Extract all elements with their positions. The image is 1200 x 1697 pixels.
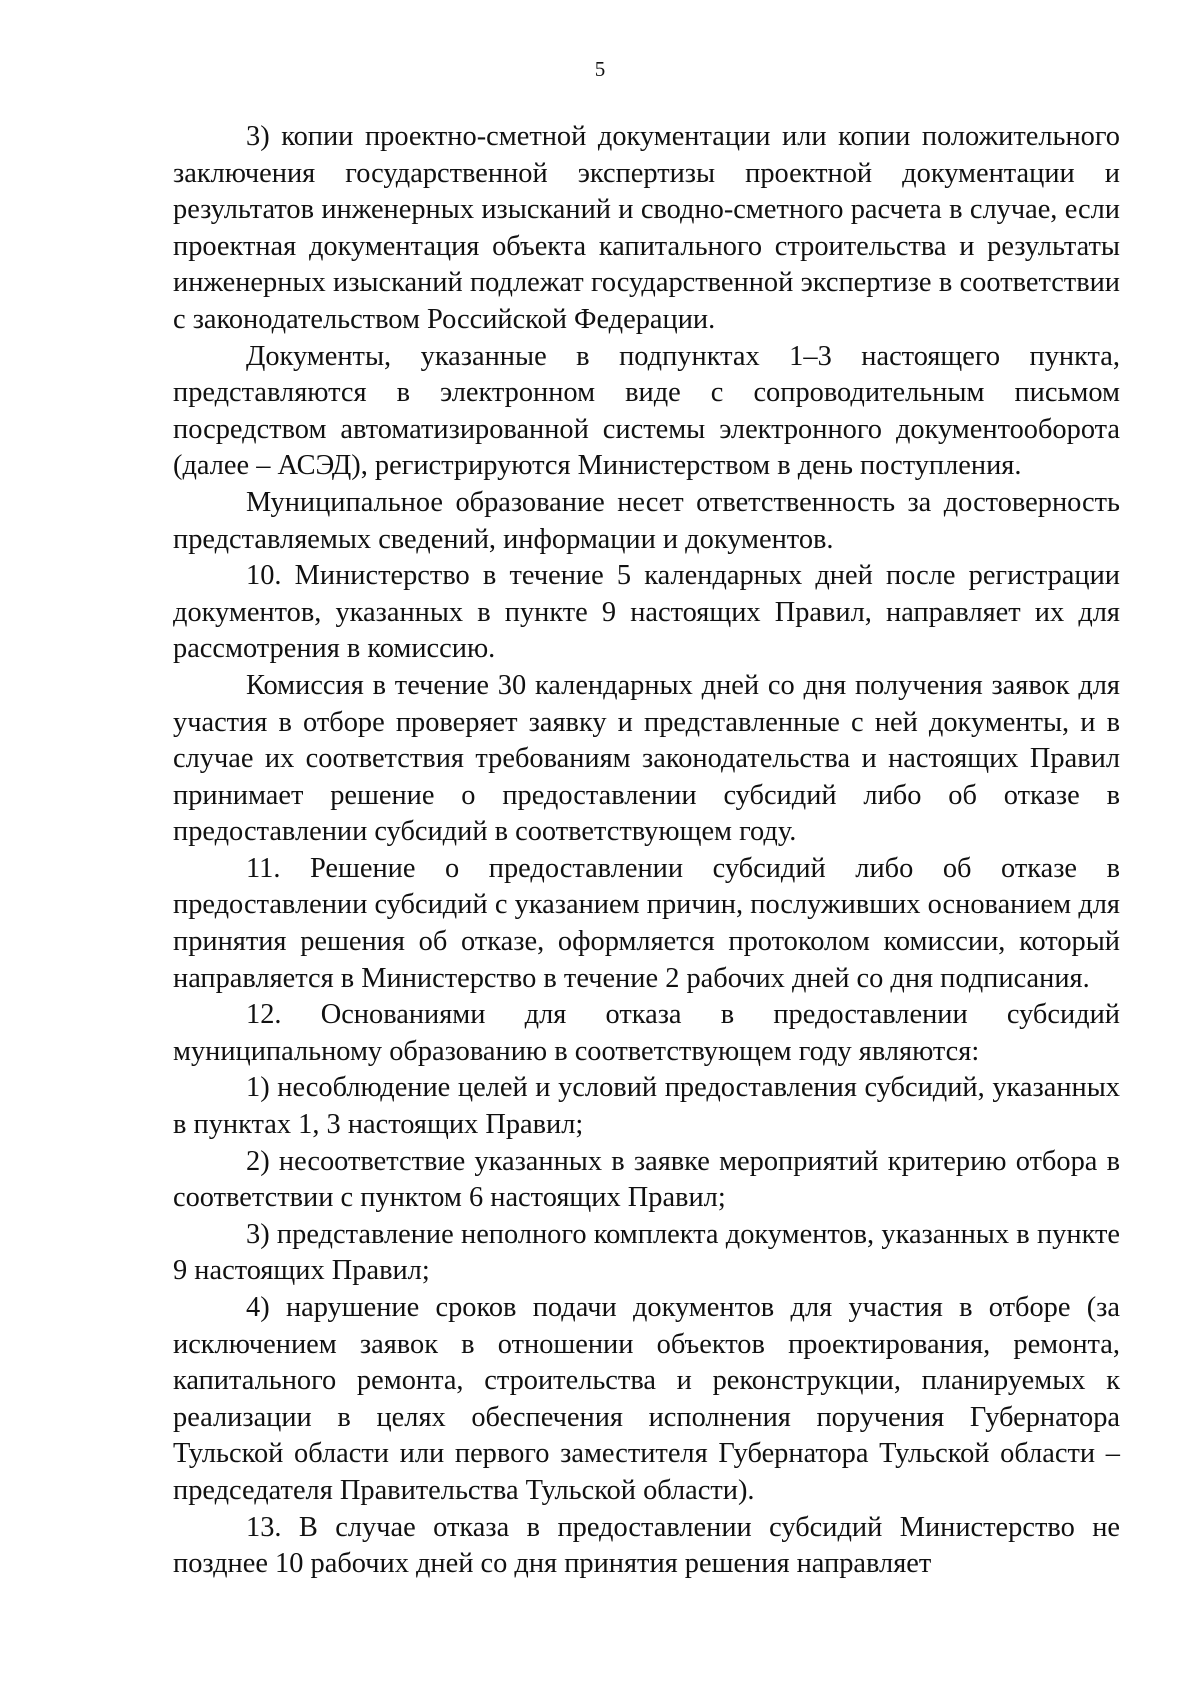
paragraph-clause-13: 13. В случае отказа в предоставлении субсидий Министерство не позднее 10 рабочих дней со дня принятия решения направляет [173, 1511, 1120, 1580]
paragraph-refusal-reason-1: 1) несоблюдение целей и условий предоставления субсидий, указанных в пунктах 1, 3 настоящих Правил; [173, 1072, 1120, 1141]
paragraph-commission-review: Комиссия в течение 30 календарных дней со дня получения заявок для участия в отборе проверяет заявку и представленные с ней документы, и в случае их соответствия требованиям законодательства и настоящих Правил принимает решение о предоставлении субсидий либо об отказе в предоставлении субсидий в соответствующем году. [173, 669, 1120, 848]
paragraph-clause-12: 12. Основаниями для отказа в предоставлении субсидий муниципальному образованию в соответствующем году являются: [173, 999, 1120, 1067]
paragraph-refusal-reason-2: 2) несоответствие указанных в заявке мероприятий критерию отбора в соответствии с пунктом 6 настоящих Правил; [173, 1145, 1120, 1214]
paragraph-refusal-reason-4: 4) нарушение сроков подачи документов для участия в отборе (за исключением заявок в отношении объектов проектирования, ремонта, капитального ремонта, строительства и реконструкции, планируемых к реализации в целях обеспечения исполнения поручения Губернатора Тульской области или первого заместителя Губернатора Тульской области – председателя Правительства Тульской области). [173, 1292, 1120, 1506]
document-body [173, 119, 1120, 1583]
paragraph-documents-submission: Документы, указанные в подпунктах 1–3 настоящего пункта, представляются в электронном виде с сопроводительным письмом посредством автоматизированной системы электронного документооборота (далее – АСЭД), регистрируются Министерством в день поступления. [173, 340, 1120, 482]
page-number: 5 [594, 57, 606, 81]
paragraph-refusal-reason-3: 3) представление неполного комплекта документов, указанных в пункте 9 настоящих Правил; [173, 1218, 1120, 1287]
paragraph-clause-11: 11. Решение о предоставлении субсидий либо об отказе в предоставлении субсидий с указанием причин, послуживших основанием для принятия решения об отказе, оформляется протоколом комиссии, который направляется в Министерство в течение 2 рабочих дней со дня подписания. [173, 852, 1120, 994]
paragraph-item-3-project-docs: 3) копии проектно-сметной документации или копии положительного заключения государственной экспертизы проектной документации и результатов инженерных изысканий и сводно-сметного расчета в случае, если проектная документация объекта капитального строительства и результаты инженерных изысканий подлежат государственной экспертизе в соответствии с законодательством Российской Федерации. [173, 121, 1120, 335]
paragraph-clause-10: 10. Министерство в течение 5 календарных дней после регистрации документов, указанных в пункте 9 настоящих Правил, направляет их для рассмотрения в комиссию. [173, 560, 1120, 665]
paragraph-municipal-responsibility: Муниципальное образование несет ответственность за достоверность представляемых сведений, информации и документов. [173, 486, 1120, 555]
